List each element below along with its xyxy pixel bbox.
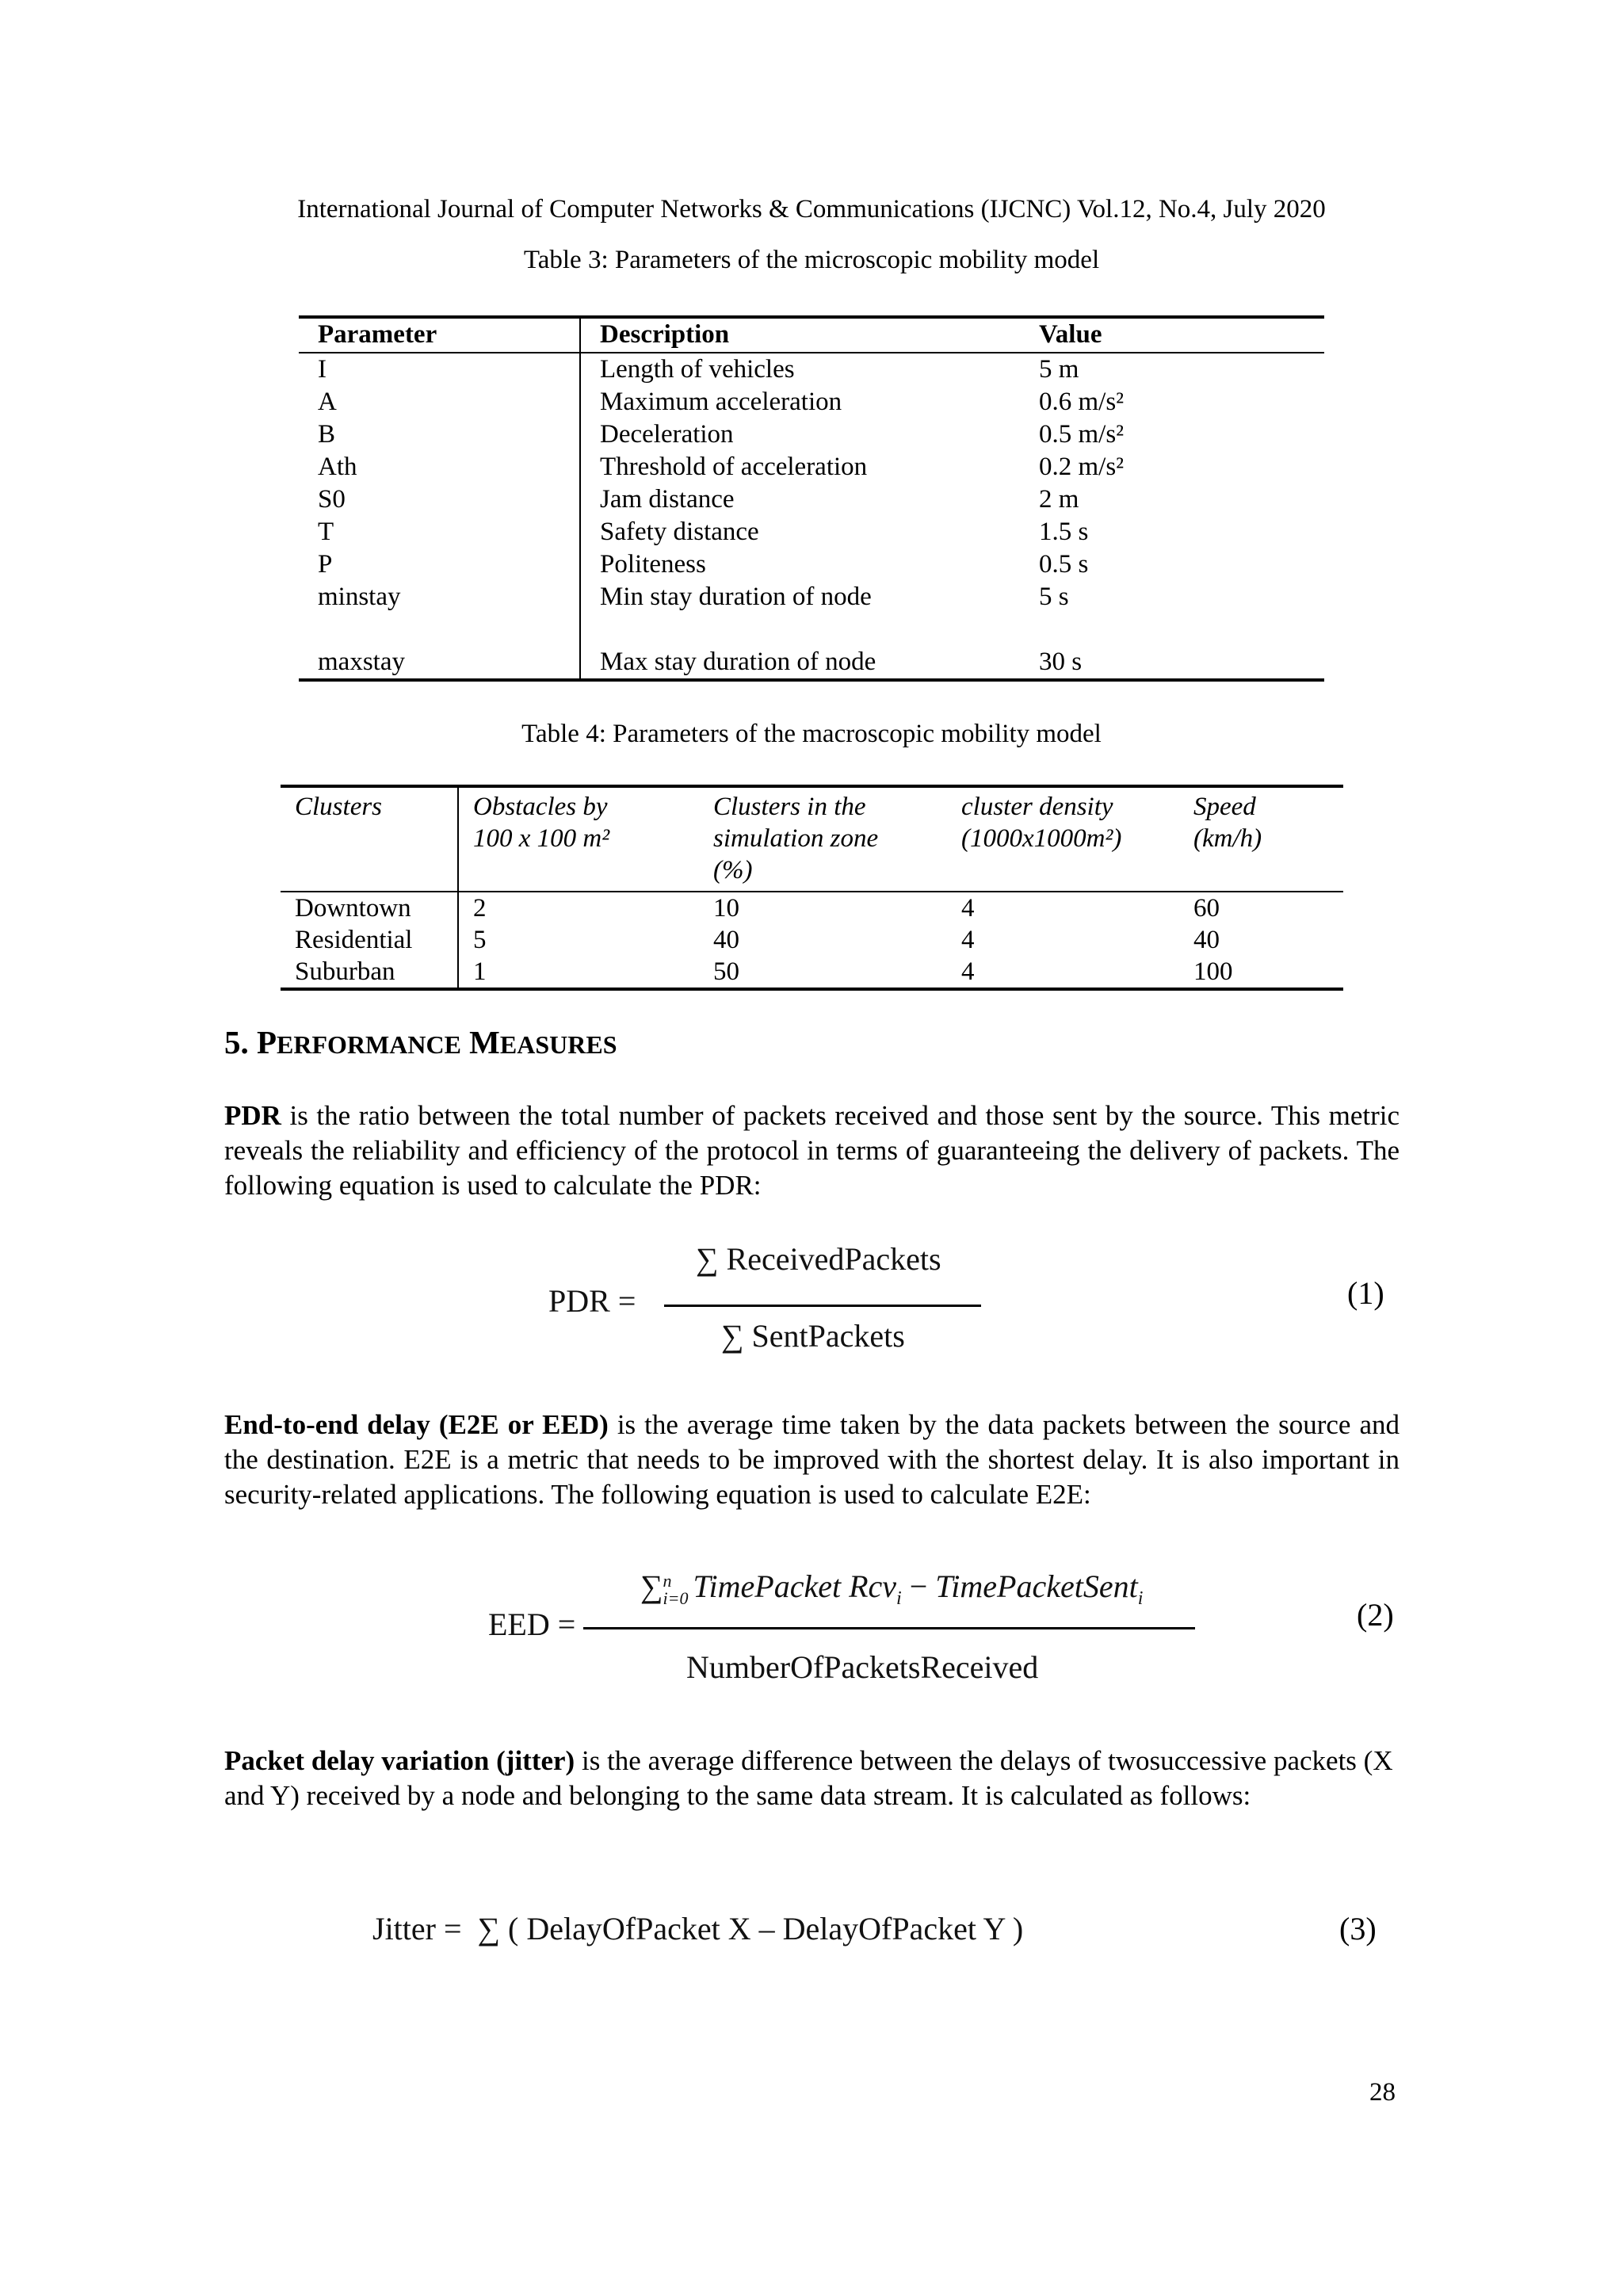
header-line: Clusters: [295, 793, 383, 821]
eq3-formula: Jitter = ∑ ( DelayOfPacket X – DelayOfPacket Y ): [372, 1911, 1024, 1946]
cell: S0: [299, 483, 580, 516]
cell: maxstay: [299, 613, 580, 678]
sum-sup: n: [663, 1570, 672, 1591]
section-word1-rest: ERFORMANCE: [277, 1030, 461, 1059]
table-row: [299, 581, 1324, 613]
cell: Residential: [281, 924, 458, 956]
eq1-numerator: ∑ ReceivedPackets: [696, 1241, 941, 1277]
cell: 10: [713, 894, 739, 923]
cell: 0.6 m/s²: [1039, 388, 1125, 416]
header-line: (km/h): [1193, 824, 1262, 853]
term-jitter: Packet delay variation (jitter): [224, 1745, 575, 1776]
cell: Ath: [299, 451, 580, 483]
table-row: [299, 353, 1324, 386]
eq2-denominator: NumberOfPacketsReceived: [686, 1649, 1039, 1685]
paragraph-jitter: [224, 1744, 1400, 1813]
cell: Max stay duration of node: [600, 648, 876, 676]
cell: 0.2 m/s²: [1039, 453, 1125, 481]
table3: [299, 315, 1324, 682]
table4: [281, 785, 1343, 991]
eq2-term-b: TimePacketSent: [935, 1568, 1138, 1604]
cell: 40: [713, 926, 739, 954]
cell: 0.5 s: [1039, 550, 1089, 579]
cell: 4: [961, 926, 975, 954]
table4-col-clusters: [281, 788, 458, 892]
paragraph-e2e: [224, 1408, 1400, 1512]
eq1-fraction-line: [664, 1305, 981, 1307]
eq2-numerator: [640, 1568, 1143, 1610]
term-pdr: PDR: [224, 1100, 281, 1131]
cell: T: [299, 516, 580, 548]
eq1-number: (1): [1347, 1275, 1384, 1311]
table-row: [281, 956, 1343, 988]
header-line: Speed: [1193, 793, 1256, 821]
table-row: [299, 613, 1324, 678]
cell: 100: [1193, 957, 1233, 986]
table4-header-row: [281, 788, 1343, 892]
header-line: (%): [713, 856, 753, 884]
cell: 0.5 m/s²: [1039, 420, 1125, 449]
table3-col-parameter: Parameter: [299, 319, 580, 353]
cell: Politeness: [600, 550, 706, 579]
cell: 4: [961, 894, 975, 923]
eq2-lhs: EED =: [488, 1606, 576, 1642]
cell: P: [299, 548, 580, 581]
sum-symbol: ∑: [640, 1568, 663, 1604]
cell: 5 m: [1039, 355, 1079, 384]
journal-header: International Journal of Computer Networks & Communications (IJCNC) Vol.12, No.4, July 2020: [297, 195, 1326, 223]
header-line: simulation zone: [713, 824, 879, 853]
page-number: 28: [1369, 2078, 1396, 2107]
cell: 50: [713, 957, 739, 986]
cell: 1: [473, 957, 487, 986]
cell: Downtown: [281, 892, 458, 924]
table4-col-density: [947, 788, 1179, 892]
table-row: [299, 386, 1324, 418]
table-row: [299, 451, 1324, 483]
cell: 1.5 s: [1039, 518, 1089, 546]
table4-col-obstacles: [458, 788, 699, 892]
table3-col-description: Description: [580, 319, 1020, 353]
minus-sign: −: [901, 1568, 936, 1604]
paragraph-text: is the average difference between the delays of twosuccessive packets (X and Y) received by a node and belonging to the same data stream. It is calculated as follows:: [224, 1745, 1393, 1811]
eq2-fraction-line: [583, 1627, 1195, 1629]
cell: Length of vehicles: [600, 355, 795, 384]
section-word1-cap: P: [257, 1024, 277, 1060]
table-row: [299, 548, 1324, 581]
cell: minstay: [299, 581, 580, 613]
header-line: cluster density: [961, 793, 1113, 821]
header-line: Clusters in the: [713, 793, 866, 821]
cell: 60: [1193, 894, 1220, 923]
section-number: 5.: [224, 1024, 249, 1060]
paragraph-text: is the ratio between the total number of packets received and those sent by the source. This metric reveals the reliability and efficiency of the protocol in terms of guaranteeing the delivery of packets. The following equation is used to calculate the PDR:: [224, 1100, 1400, 1201]
cell: Suburban: [281, 956, 458, 988]
cell: 5: [473, 926, 487, 954]
cell: 40: [1193, 926, 1220, 954]
table-row: [299, 516, 1324, 548]
header-line: 100 x 100 m²: [473, 824, 610, 853]
cell: I: [299, 353, 580, 386]
header-line: Obstacles by: [473, 793, 608, 821]
cell: 30 s: [1039, 648, 1083, 676]
section-word2-cap: M: [469, 1024, 500, 1060]
table3-header-row: [299, 319, 1324, 353]
cell: B: [299, 418, 580, 451]
cell: Safety distance: [600, 518, 759, 546]
eq1-lhs: PDR =: [548, 1283, 636, 1319]
cell: 4: [961, 957, 975, 986]
cell: 5 s: [1039, 583, 1069, 611]
section-word2-rest: EASURES: [499, 1030, 617, 1059]
term-e2e: End-to-end delay (E2E or EED): [224, 1409, 609, 1440]
eq1-denominator: ∑ SentPackets: [721, 1318, 905, 1354]
paragraph-text: is the average time taken by the data packets between the source and the destination. E2E is a metric that needs to be improved with the shortest delay. It is also important in security-related applications. The following equation is used to calculate E2E:: [224, 1409, 1400, 1510]
cell: Maximum acceleration: [600, 388, 842, 416]
table3-col-value: Value: [1020, 319, 1324, 353]
table4-col-speed: [1179, 788, 1343, 892]
eq3-number: (3): [1339, 1911, 1377, 1946]
table4-col-clusters-zone: [699, 788, 947, 892]
section-heading: [224, 1022, 617, 1064]
cell: 2: [473, 894, 487, 923]
cell: A: [299, 386, 580, 418]
cell: Threshold of acceleration: [600, 453, 868, 481]
table-row: [281, 892, 1343, 924]
table4-caption: Table 4: Parameters of the macroscopic mobility model: [521, 720, 1102, 748]
table-row: [299, 418, 1324, 451]
eq2-index-b: i: [1137, 1588, 1144, 1609]
eq2-index-a: i: [896, 1588, 902, 1609]
cell: Jam distance: [600, 485, 735, 514]
table-row: [281, 924, 1343, 956]
cell: Min stay duration of node: [600, 583, 872, 611]
header-line: (1000x1000m²): [961, 824, 1122, 853]
table-row: [299, 483, 1324, 516]
cell: 2 m: [1039, 485, 1079, 514]
table3-caption: Table 3: Parameters of the microscopic mobility model: [523, 246, 1100, 274]
eq2-number: (2): [1357, 1597, 1394, 1633]
sum-sub: i=0: [663, 1587, 689, 1608]
paragraph-pdr: [224, 1098, 1400, 1203]
cell: Deceleration: [600, 420, 734, 449]
eq2-term-a: TimePacket Rcv: [693, 1568, 897, 1604]
